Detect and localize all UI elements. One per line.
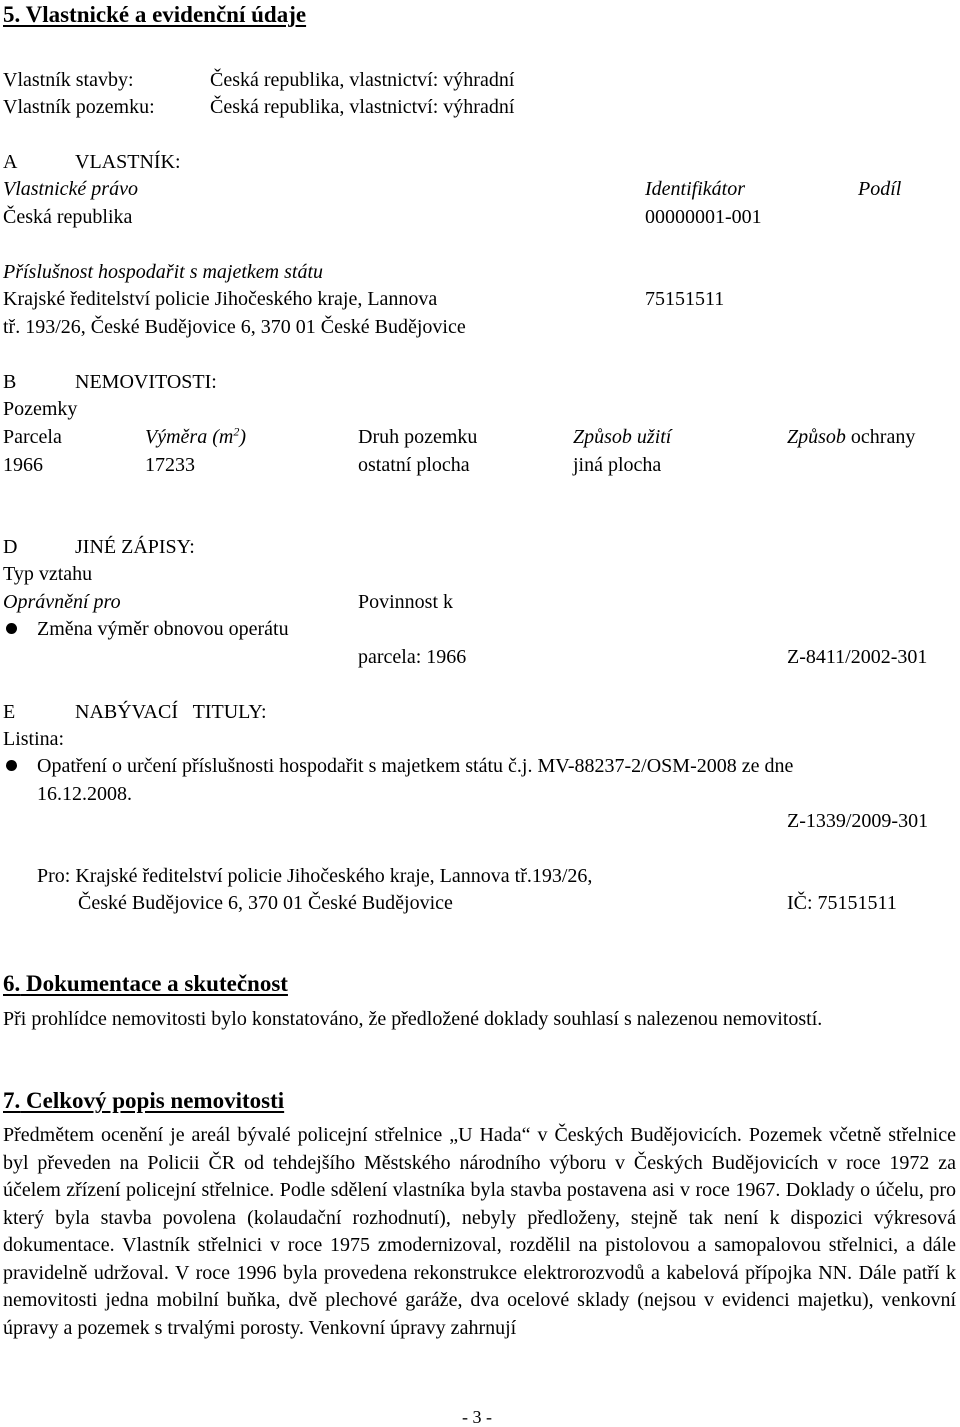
document-label: Listina: [3,728,65,750]
owner-name: Česká republika [3,206,133,228]
section-7-heading: 7. Celkový popis nemovitosti [3,1088,285,1113]
row-area: 17233 [145,454,195,476]
section-7-text: Předmětem ocenění je areál bývalé policejní střelnice „U Hada“ v Českých Budějovicích. Pozemek včetně střelnice byl převeden na Policii ČR od tehdejšího Městského národního výboru v Českých Budějovicích v roce 1972 za účelem zřízení policejní střelnice. Podle sdělení vlastníka byla stavba postavena asi v roce 1967. Doklady o účelu, pro který byla stavba povolena (kolaudační rozhodnutí), nebyly předloženy, stejně tak není k dispozici výkresová dokumentace. Vlastník střelnici v roce 1975 zmodernizoval, rozdělil na pistolovou a samopalovou střelnici, a dále pravidelně udržoval. V roce 1996 byla provedena rekonstrukce elektrorozvodů a kabelová přípojka NN. Dále patří k nemovitosti jedna mobilní buňka, dvě plechové garáže, dva ocelové sklady (nejsou v evidenci majetku), venkovní úpravy a pozemek s trvalými porosty. Venkovní úpravy zahrnují [3,1124,956,1339]
owner-building-value: Česká republika, vlastnictví: výhradní [210,69,515,91]
section-e-letter: E [3,701,16,723]
record-id-d: Z-8411/2002-301 [787,646,928,668]
row-parcel: 1966 [3,454,43,476]
title-item-line2: 16.12.2008. [37,783,132,805]
competence-id: 75151511 [645,288,725,310]
land-subtitle: Pozemky [3,398,78,420]
col-share: Podíl [858,178,902,200]
section-d-letter: D [3,536,18,558]
section-6-heading: 6. Dokumentace a skutečnost [3,971,288,996]
section-e-title: NABÝVACÍ TITULY: [75,701,267,723]
parcel-reference: parcela: 1966 [358,646,467,668]
page-number: - 3 - [462,1407,492,1427]
section-b-letter: B [3,371,17,393]
authorization-for: Oprávnění pro [3,591,121,613]
col-parcel: Parcela [3,426,62,448]
section-b-title: NEMOVITOSTI: [75,371,217,393]
col-ownership-right: Vlastnické právo [3,178,138,200]
owner-building-label: Vlastník stavby: [3,69,134,91]
section-a-title: VLASTNÍK: [75,151,181,173]
title-item-line1: Opatření o určení příslušnosti hospodařit s majetkem státu č.j. MV-88237-2/OSM-2008 ze dne [37,755,794,777]
for-line2: České Budějovice 6, 370 01 České Budějovice [78,892,453,914]
col-protection: Způsob ochrany [787,426,916,448]
section-5-heading: 5. Vlastnické a evidenční údaje [3,2,307,27]
for-line1: Pro: Krajské ředitelství policie Jihočeského kraje, Lannova tř.193/26, [37,865,593,887]
obligation-to: Povinnost k [358,591,454,613]
col-area: Výměra $(m^2)$ [145,424,246,448]
section-a-letter: A [3,151,18,173]
record-item: Změna výměr obnovou operátu [37,618,289,640]
competence-name-line2: tř. 193/26, České Budějovice 6, 370 01 České Budějovice [3,316,466,338]
section-d-title: JINÉ ZÁPISY: [75,536,195,558]
bullet-icon [6,623,17,634]
col-identifier: Identifikátor [645,178,745,200]
relation-type: Typ vztahu [3,563,93,585]
competence-label: Příslušnost hospodařit s majetkem státu [3,261,324,283]
owner-land-label: Vlastník pozemku: [3,96,155,118]
row-use: jiná plocha [573,454,662,476]
competence-name-line1: Krajské ředitelství policie Jihočeského kraje, Lannova [3,288,438,310]
col-use: Způsob užití [573,426,672,448]
ic-number: IČ: 75151511 [787,892,897,914]
record-id-e: Z-1339/2009-301 [787,810,929,832]
owner-id: 00000001-001 [645,206,762,228]
bullet-icon [6,760,17,771]
section-6-text: Při prohlídce nemovitosti bylo konstatováno, že předložené doklady souhlasí s nalezenou nemovitostí. [3,1008,823,1030]
row-land-type: ostatní plocha [358,454,470,476]
col-land-type: Druh pozemku [358,426,478,448]
owner-land-value: Česká republika, vlastnictví: výhradní [210,96,515,118]
